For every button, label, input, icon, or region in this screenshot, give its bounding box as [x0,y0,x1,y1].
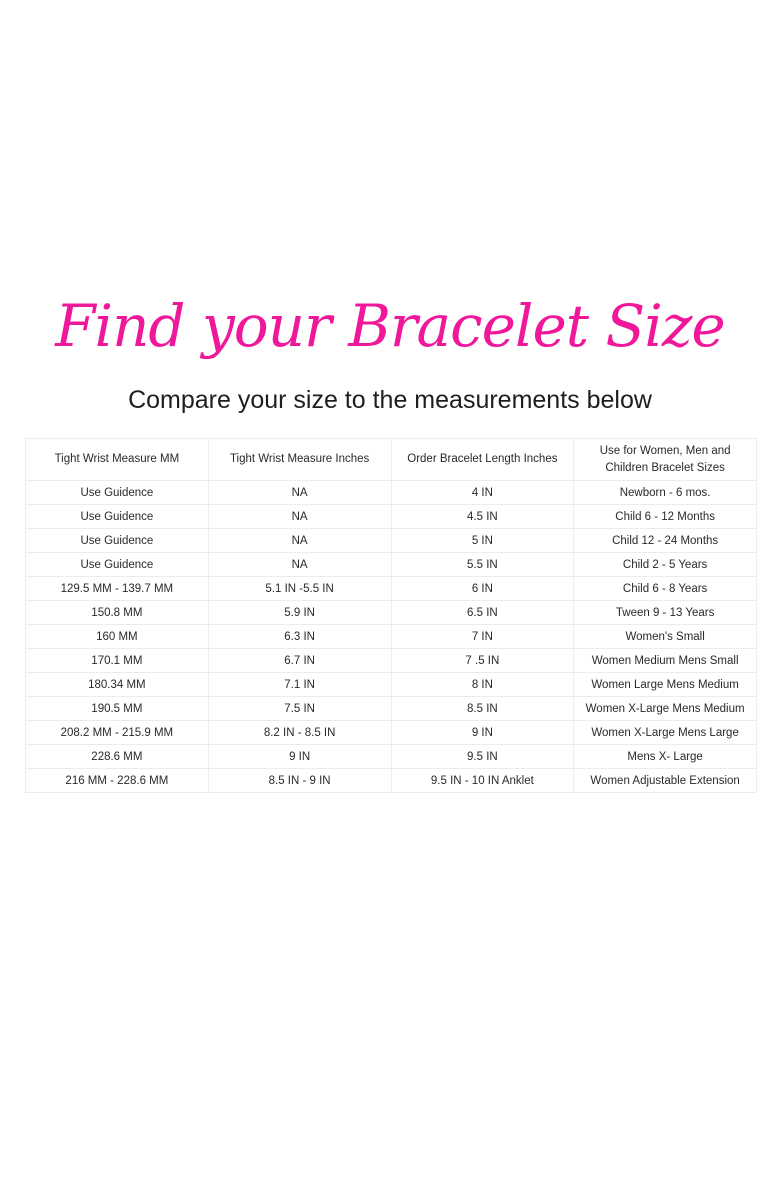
table-cell: NA [208,505,391,529]
table-cell: 170.1 MM [26,649,209,673]
table-cell: 9 IN [391,721,574,745]
table-cell: 5.9 IN [208,601,391,625]
page-title: Find your Bracelet Size [55,292,725,360]
table-cell: Women Adjustable Extension [574,769,757,793]
table-cell: 180.34 MM [26,673,209,697]
column-header: Tight Wrist Measure MM [26,439,209,481]
table-row [26,505,757,529]
table-row [26,721,757,745]
table-cell: 9.5 IN - 10 IN Anklet [391,769,574,793]
table-cell: 6.7 IN [208,649,391,673]
page-subtitle: Compare your size to the measurements below [128,386,652,414]
table-cell: 150.8 MM [26,601,209,625]
table-cell: Women X-Large Mens Medium [574,697,757,721]
table-cell: Use Guidence [26,553,209,577]
table-row [26,745,757,769]
table-cell: Child 2 - 5 Years [574,553,757,577]
table-cell: 228.6 MM [26,745,209,769]
table-cell: Use Guidence [26,481,209,505]
table-cell: Child 12 - 24 Months [574,529,757,553]
table-row [26,625,757,649]
table-cell: Women X-Large Mens Large [574,721,757,745]
table-cell: 9.5 IN [391,745,574,769]
table-cell: NA [208,481,391,505]
table-cell: 6.3 IN [208,625,391,649]
table-cell: 4.5 IN [391,505,574,529]
table-cell: 6.5 IN [391,601,574,625]
table-cell: NA [208,529,391,553]
table-row [26,529,757,553]
table-cell: 7.5 IN [208,697,391,721]
column-header: Use for Women, Men and Children Bracelet Sizes [574,439,757,481]
table-row [26,553,757,577]
table-cell: 8.5 IN [391,697,574,721]
table-row [26,697,757,721]
table-cell: Use Guidence [26,529,209,553]
table-cell: Child 6 - 8 Years [574,577,757,601]
table-row [26,577,757,601]
table-cell: 8.2 IN - 8.5 IN [208,721,391,745]
table-cell: 7.1 IN [208,673,391,697]
table-cell: 190.5 MM [26,697,209,721]
table-cell: 8.5 IN - 9 IN [208,769,391,793]
table-cell: Mens X- Large [574,745,757,769]
table-row [26,601,757,625]
table-cell: 129.5 MM - 139.7 MM [26,577,209,601]
table-row [26,481,757,505]
table-cell: 4 IN [391,481,574,505]
table-cell: Women's Small [574,625,757,649]
table-cell: Women Medium Mens Small [574,649,757,673]
column-header: Tight Wrist Measure Inches [208,439,391,481]
table-row [26,649,757,673]
table-row [26,673,757,697]
table-cell: 216 MM - 228.6 MM [26,769,209,793]
table-cell: 6 IN [391,577,574,601]
table-cell: 5 IN [391,529,574,553]
table-header-row [26,439,757,481]
table-cell: Tween 9 - 13 Years [574,601,757,625]
column-header: Order Bracelet Length Inches [391,439,574,481]
table-cell: Use Guidence [26,505,209,529]
table-cell: 7 IN [391,625,574,649]
table-cell: 5.1 IN -5.5 IN [208,577,391,601]
table-cell: 8 IN [391,673,574,697]
table-cell: Women Large Mens Medium [574,673,757,697]
table-row [26,769,757,793]
table-cell: NA [208,553,391,577]
table-cell: Child 6 - 12 Months [574,505,757,529]
table-cell: 9 IN [208,745,391,769]
table-cell: 208.2 MM - 215.9 MM [26,721,209,745]
table-cell: 5.5 IN [391,553,574,577]
table-cell: 7 .5 IN [391,649,574,673]
table-cell: 160 MM [26,625,209,649]
bracelet-size-table [25,438,757,793]
table-cell: Newborn - 6 mos. [574,481,757,505]
